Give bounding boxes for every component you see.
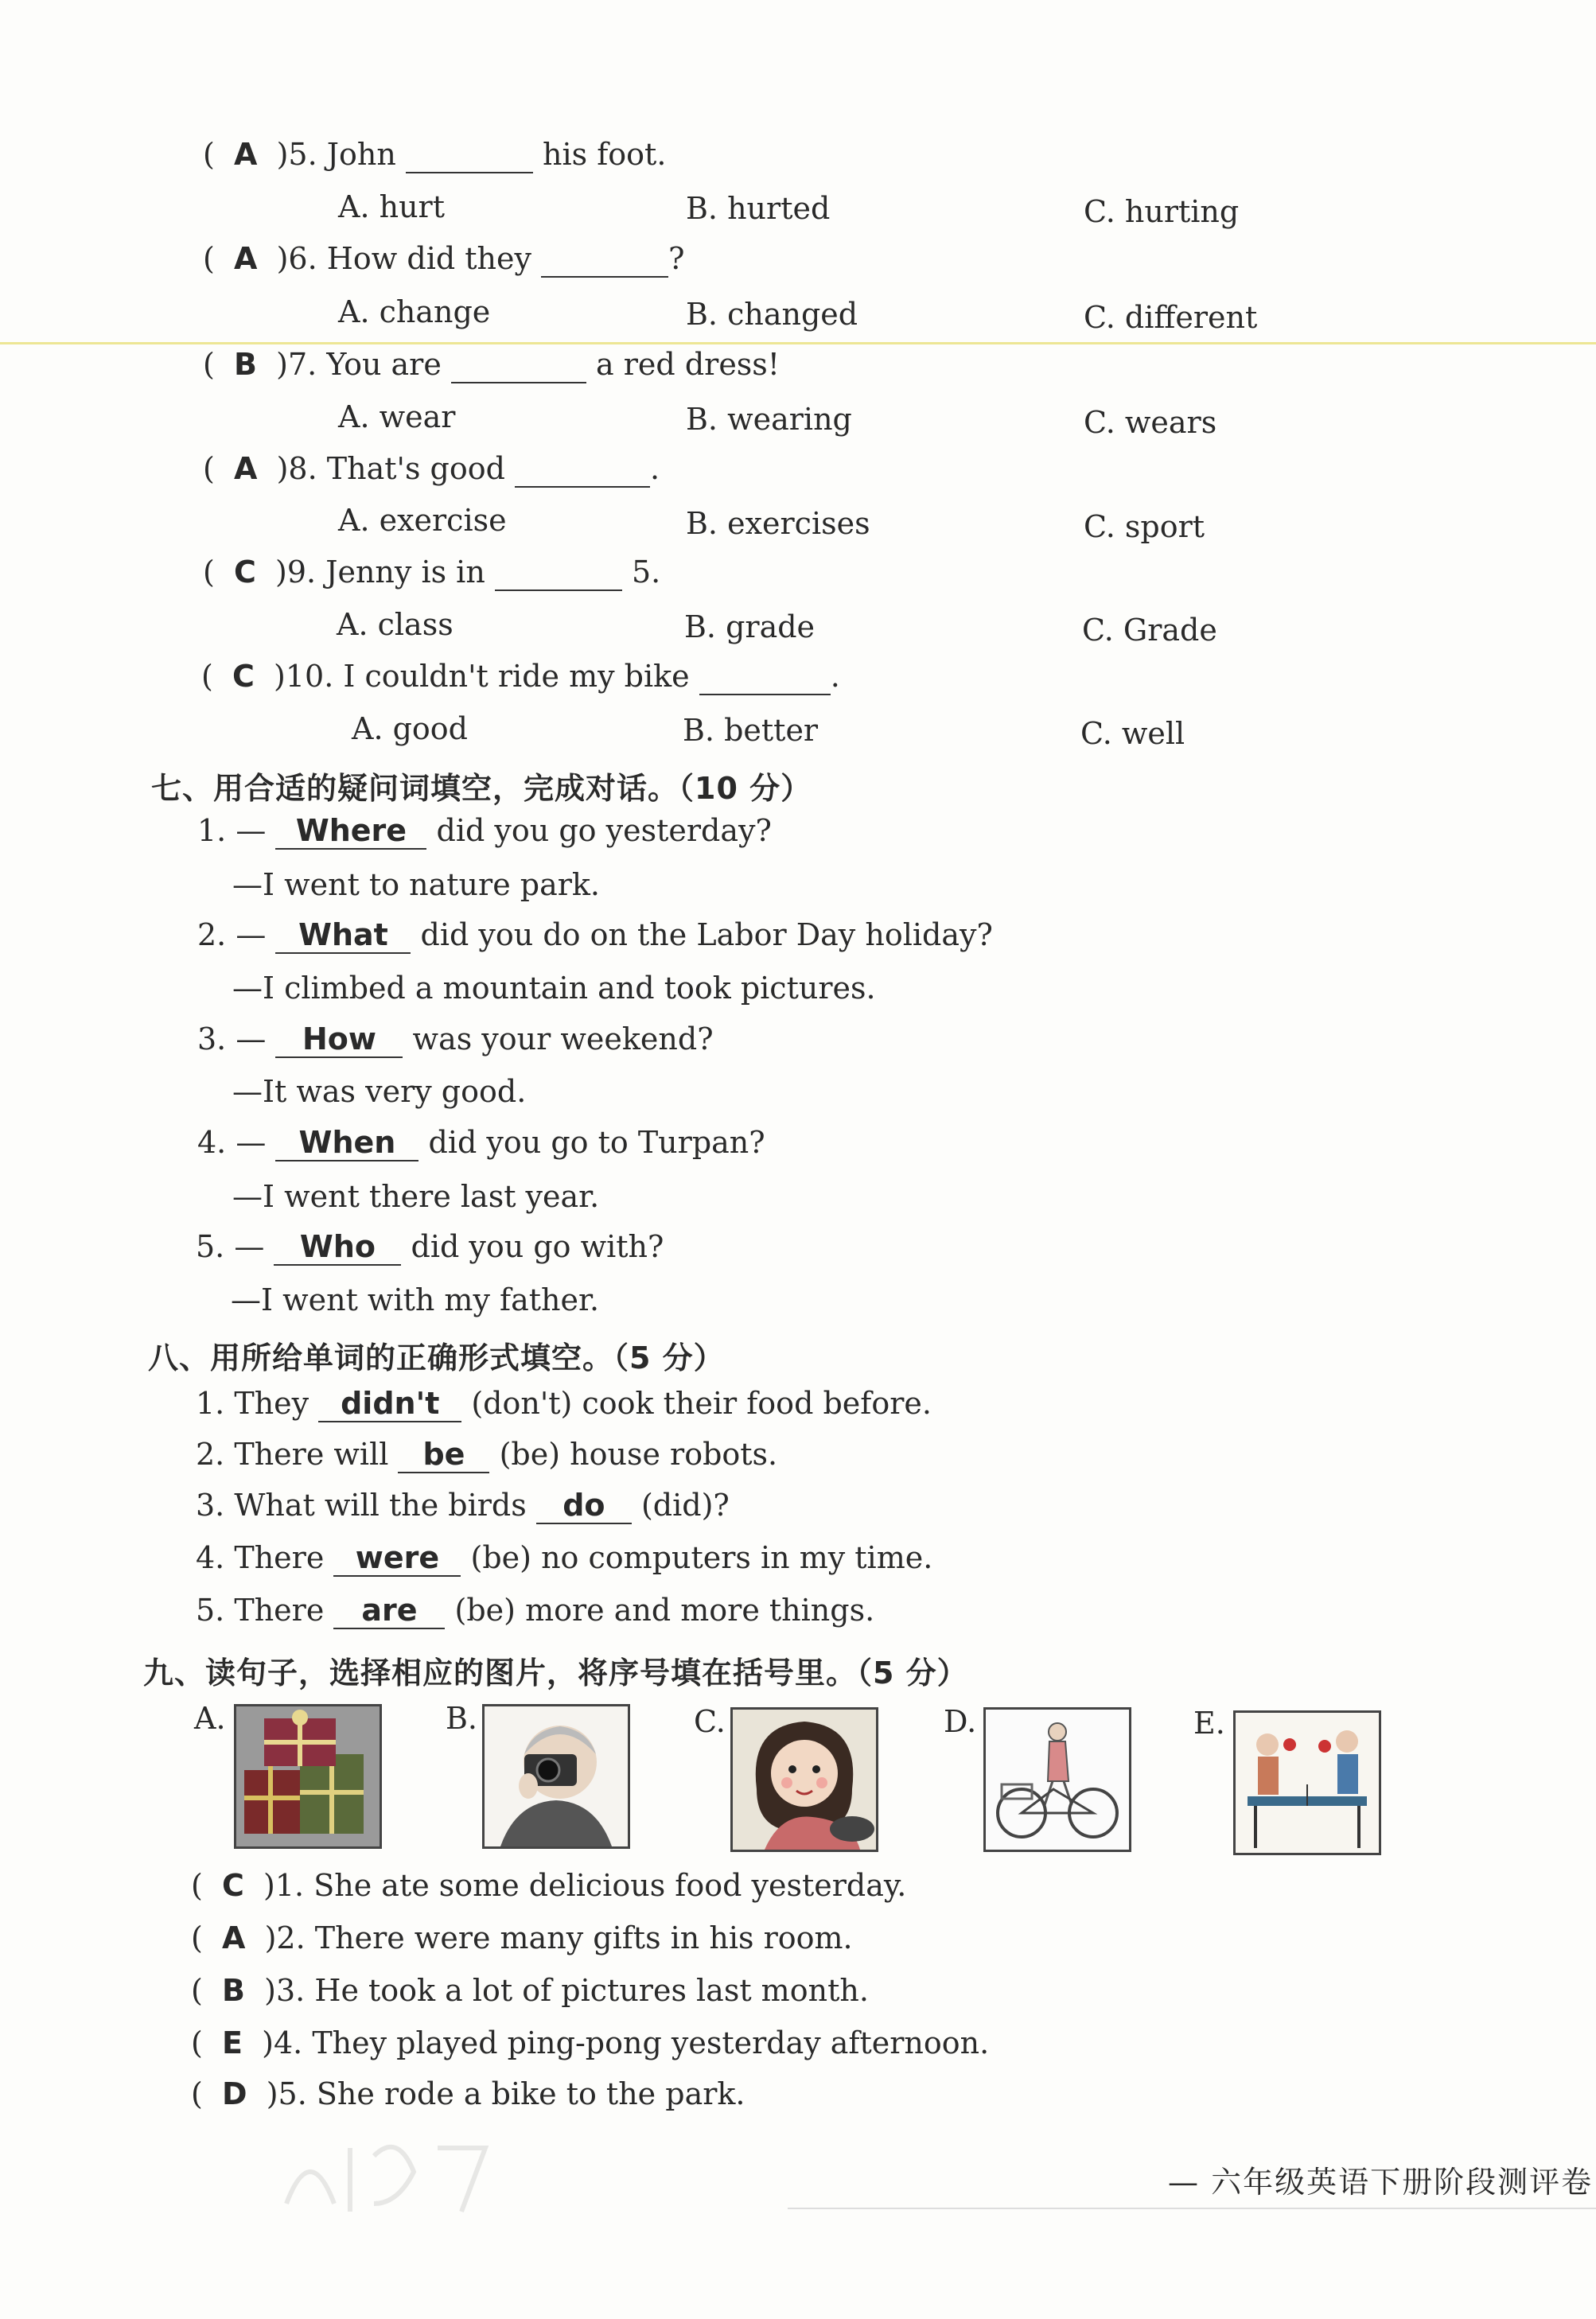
- mc-answer: A: [233, 451, 258, 486]
- mc-option-b: B. changed: [686, 297, 858, 332]
- mc-stem: John: [326, 137, 396, 172]
- picture-answer: B: [221, 1973, 245, 2008]
- sentence-start: There: [234, 1540, 325, 1575]
- sec7-reply-5: —I went with my father.: [231, 1282, 600, 1317]
- sec7-reply-3: —It was very good.: [232, 1074, 527, 1109]
- sec8-item-1: [196, 1386, 932, 1422]
- mc-stem: Jenny is in: [325, 554, 485, 589]
- picture-camera: [482, 1704, 630, 1849]
- picture-label-d: D.: [944, 1704, 977, 1739]
- sentence-text: He took a lot of pictures last month.: [314, 1973, 869, 2008]
- mc-stem-end: a red dress!: [596, 347, 780, 382]
- picture-answer: C: [221, 1868, 244, 1903]
- sec7-reply-2: —I climbed a mountain and took pictures.: [232, 971, 876, 1006]
- sec7-question-1: [197, 813, 772, 850]
- item-number: 5.: [196, 1593, 225, 1628]
- sentence-start: There will: [234, 1437, 389, 1472]
- sec8-item-2: [196, 1437, 777, 1473]
- footer-divider: [788, 2208, 1596, 2209]
- answer-blank: How: [275, 1023, 403, 1058]
- mc-option-a: A. good: [352, 711, 469, 746]
- mc-stem-end: .: [650, 451, 660, 486]
- answer-blank: [495, 556, 622, 591]
- sentence-end: cook their food before.: [582, 1386, 932, 1421]
- dash: —: [236, 1021, 267, 1056]
- sec7-question-5: [196, 1229, 664, 1266]
- mc-answer: B: [233, 347, 257, 382]
- item-number: 5.: [196, 1229, 225, 1264]
- sec7-reply-4: —I went there last year.: [232, 1179, 600, 1214]
- item-number: 3.: [197, 1021, 227, 1056]
- picture-label-c: C.: [694, 1704, 726, 1739]
- mc-stem: You are: [326, 347, 442, 382]
- dash: —: [236, 917, 267, 952]
- mc-stem: I couldn't ride my bike: [343, 659, 690, 694]
- sec7-reply-1: —I went to nature park.: [232, 867, 601, 902]
- sec8-item-3: [196, 1488, 730, 1524]
- answer-blank: [699, 660, 831, 695]
- mc-option-b: B. wearing: [686, 402, 852, 437]
- item-number: 3.: [196, 1488, 225, 1523]
- picture-bike: [983, 1707, 1131, 1852]
- sentence-start: They: [234, 1386, 309, 1421]
- dash: —: [234, 1229, 265, 1264]
- section-9-title: 九、读句子，选择相应的图片，将序号填在括号里。（5 分）: [143, 1656, 968, 1691]
- item-number: 1.: [196, 1386, 225, 1421]
- mc-option-c: C. wears: [1084, 405, 1217, 440]
- item-number: 2.: [196, 1437, 225, 1472]
- sentence-end: more and more things.: [525, 1593, 875, 1628]
- section-7-title: 七、用合适的疑问词填空，完成对话。（10 分）: [151, 771, 812, 806]
- sentence-end: house robots.: [570, 1437, 778, 1472]
- mc-number: )9.: [275, 554, 317, 589]
- answer-blank: [541, 243, 668, 278]
- mc-stem-end: .: [830, 659, 840, 694]
- question-text: did you go to Turpan?: [428, 1125, 765, 1160]
- mc-option-c: C. hurting: [1084, 194, 1240, 229]
- mc-stem-end: his foot.: [543, 137, 667, 172]
- answer-blank: What: [275, 919, 411, 954]
- mc-answer: C: [232, 659, 255, 694]
- picture-girl-eating: [730, 1707, 878, 1852]
- picture-label-a: A.: [194, 1701, 226, 1736]
- item-number: 1.: [197, 813, 227, 848]
- mc-stem-end: 5.: [632, 554, 661, 589]
- item-number: )3.: [264, 1973, 306, 2008]
- watermark-logo: [278, 2124, 517, 2220]
- mc-number: )6.: [276, 241, 317, 276]
- picture-label-e: E.: [1193, 1706, 1225, 1741]
- mc-answer: C: [233, 554, 256, 589]
- item-number: 2.: [197, 917, 227, 952]
- item-number: )2.: [264, 1920, 306, 1955]
- sec7-question-3: [197, 1021, 714, 1058]
- word-hint: (be): [499, 1437, 561, 1472]
- question-text: was your weekend?: [412, 1021, 714, 1056]
- answer-blank: were: [333, 1542, 461, 1577]
- word-hint: (be): [470, 1540, 531, 1575]
- picture-gifts: [234, 1704, 382, 1849]
- item-number: 4.: [197, 1125, 227, 1160]
- item-number: )4.: [262, 2025, 303, 2060]
- word-hint: (be): [454, 1593, 516, 1628]
- answer-blank: [451, 348, 586, 383]
- mc-option-b: B. exercises: [686, 506, 870, 541]
- sec9-item-3: ( B )3. He took a lot of pictures last month.: [191, 1973, 869, 2008]
- picture-answer: E: [221, 2025, 243, 2060]
- mc-option-c: C. Grade: [1082, 613, 1217, 648]
- item-number: )1.: [263, 1868, 305, 1903]
- question-text: did you do on the Labor Day holiday?: [420, 917, 993, 952]
- mc-option-c: C. well: [1080, 716, 1185, 751]
- question-text: did you go with?: [411, 1229, 664, 1264]
- answer-blank: Where: [275, 815, 426, 850]
- word-hint: (don't): [471, 1386, 573, 1421]
- word-hint: (did)?: [640, 1488, 730, 1523]
- sentence-text: She rode a bike to the park.: [316, 2076, 745, 2111]
- mc-question-5: ( A )5. John his foot.: [203, 137, 667, 172]
- mc-option-a: A. class: [337, 607, 453, 642]
- sentence-start: There: [234, 1593, 325, 1628]
- picture-label-b: B.: [446, 1701, 478, 1736]
- dash: —: [236, 1125, 267, 1160]
- answer-blank: be: [398, 1438, 489, 1473]
- mc-option-c: C. sport: [1084, 509, 1205, 544]
- answer-blank: do: [536, 1489, 632, 1524]
- mc-option-a: A. change: [338, 294, 491, 329]
- section-8-title: 八、用所给单词的正确形式填空。（5 分）: [148, 1340, 725, 1375]
- mc-number: )5.: [276, 137, 317, 172]
- mc-stem: How did they: [326, 241, 531, 276]
- mc-option-b: B. grade: [684, 609, 816, 644]
- mc-option-b: B. hurted: [686, 191, 831, 226]
- picture-answer: A: [221, 1920, 246, 1955]
- item-number: 4.: [196, 1540, 225, 1575]
- answer-blank: [515, 453, 650, 488]
- sentence-text: They played ping-pong yesterday afternoon.: [312, 2025, 990, 2060]
- mc-question-9: ( C )9. Jenny is in 5.: [203, 554, 661, 589]
- mc-option-a: A. exercise: [338, 503, 507, 538]
- sentence-start: What will the birds: [234, 1488, 527, 1523]
- mc-option-a: A. hurt: [338, 189, 445, 224]
- mc-answer: A: [233, 241, 258, 276]
- question-text: did you go yesterday?: [436, 813, 772, 848]
- picture-ping-pong: [1233, 1710, 1381, 1855]
- mc-stem-end: ?: [668, 241, 685, 276]
- answer-blank: When: [275, 1126, 418, 1161]
- answer-blank: didn't: [318, 1387, 461, 1422]
- mc-option-a: A. wear: [338, 399, 456, 434]
- page-fold-line: [0, 342, 1596, 344]
- mc-question-7: ( B )7. You are a red dress!: [203, 347, 780, 382]
- mc-answer: A: [233, 137, 258, 172]
- sec9-item-1: ( C )1. She ate some delicious food yesterday.: [191, 1868, 907, 1903]
- dash: —: [236, 813, 267, 848]
- sentence-text: There were many gifts in his room.: [314, 1920, 853, 1955]
- mc-option-c: C. different: [1084, 300, 1258, 335]
- sec7-question-4: [197, 1125, 765, 1161]
- sec8-item-4: [196, 1540, 932, 1577]
- mc-question-8: ( A )8. That's good .: [203, 451, 660, 486]
- mc-number: )7.: [276, 347, 317, 382]
- mc-question-10: ( C )10. I couldn't ride my bike .: [201, 659, 840, 694]
- sec9-item-5: ( D )5. She rode a bike to the park.: [191, 2076, 745, 2111]
- page-footer: — 六年级英语下册阶段测评卷: [1168, 2165, 1594, 2200]
- sec9-item-4: ( E )4. They played ping-pong yesterday afternoon.: [191, 2025, 990, 2060]
- mc-number: )10.: [274, 659, 334, 694]
- picture-answer: D: [221, 2076, 247, 2111]
- answer-blank: [406, 138, 533, 173]
- answer-blank: are: [333, 1594, 445, 1629]
- mc-option-b: B. better: [683, 713, 819, 748]
- item-number: )5.: [266, 2076, 307, 2111]
- sec7-question-2: [197, 917, 993, 954]
- sec9-item-2: ( A )2. There were many gifts in his room.: [191, 1920, 853, 1955]
- sec8-item-5: [196, 1593, 874, 1629]
- mc-question-6: ( A )6. How did they ?: [203, 241, 685, 276]
- mc-number: )8.: [276, 451, 317, 486]
- sentence-end: no computers in my time.: [541, 1540, 933, 1575]
- mc-stem: That's good: [326, 451, 505, 486]
- sentence-text: She ate some delicious food yesterday.: [313, 1868, 907, 1903]
- answer-blank: Who: [274, 1231, 401, 1266]
